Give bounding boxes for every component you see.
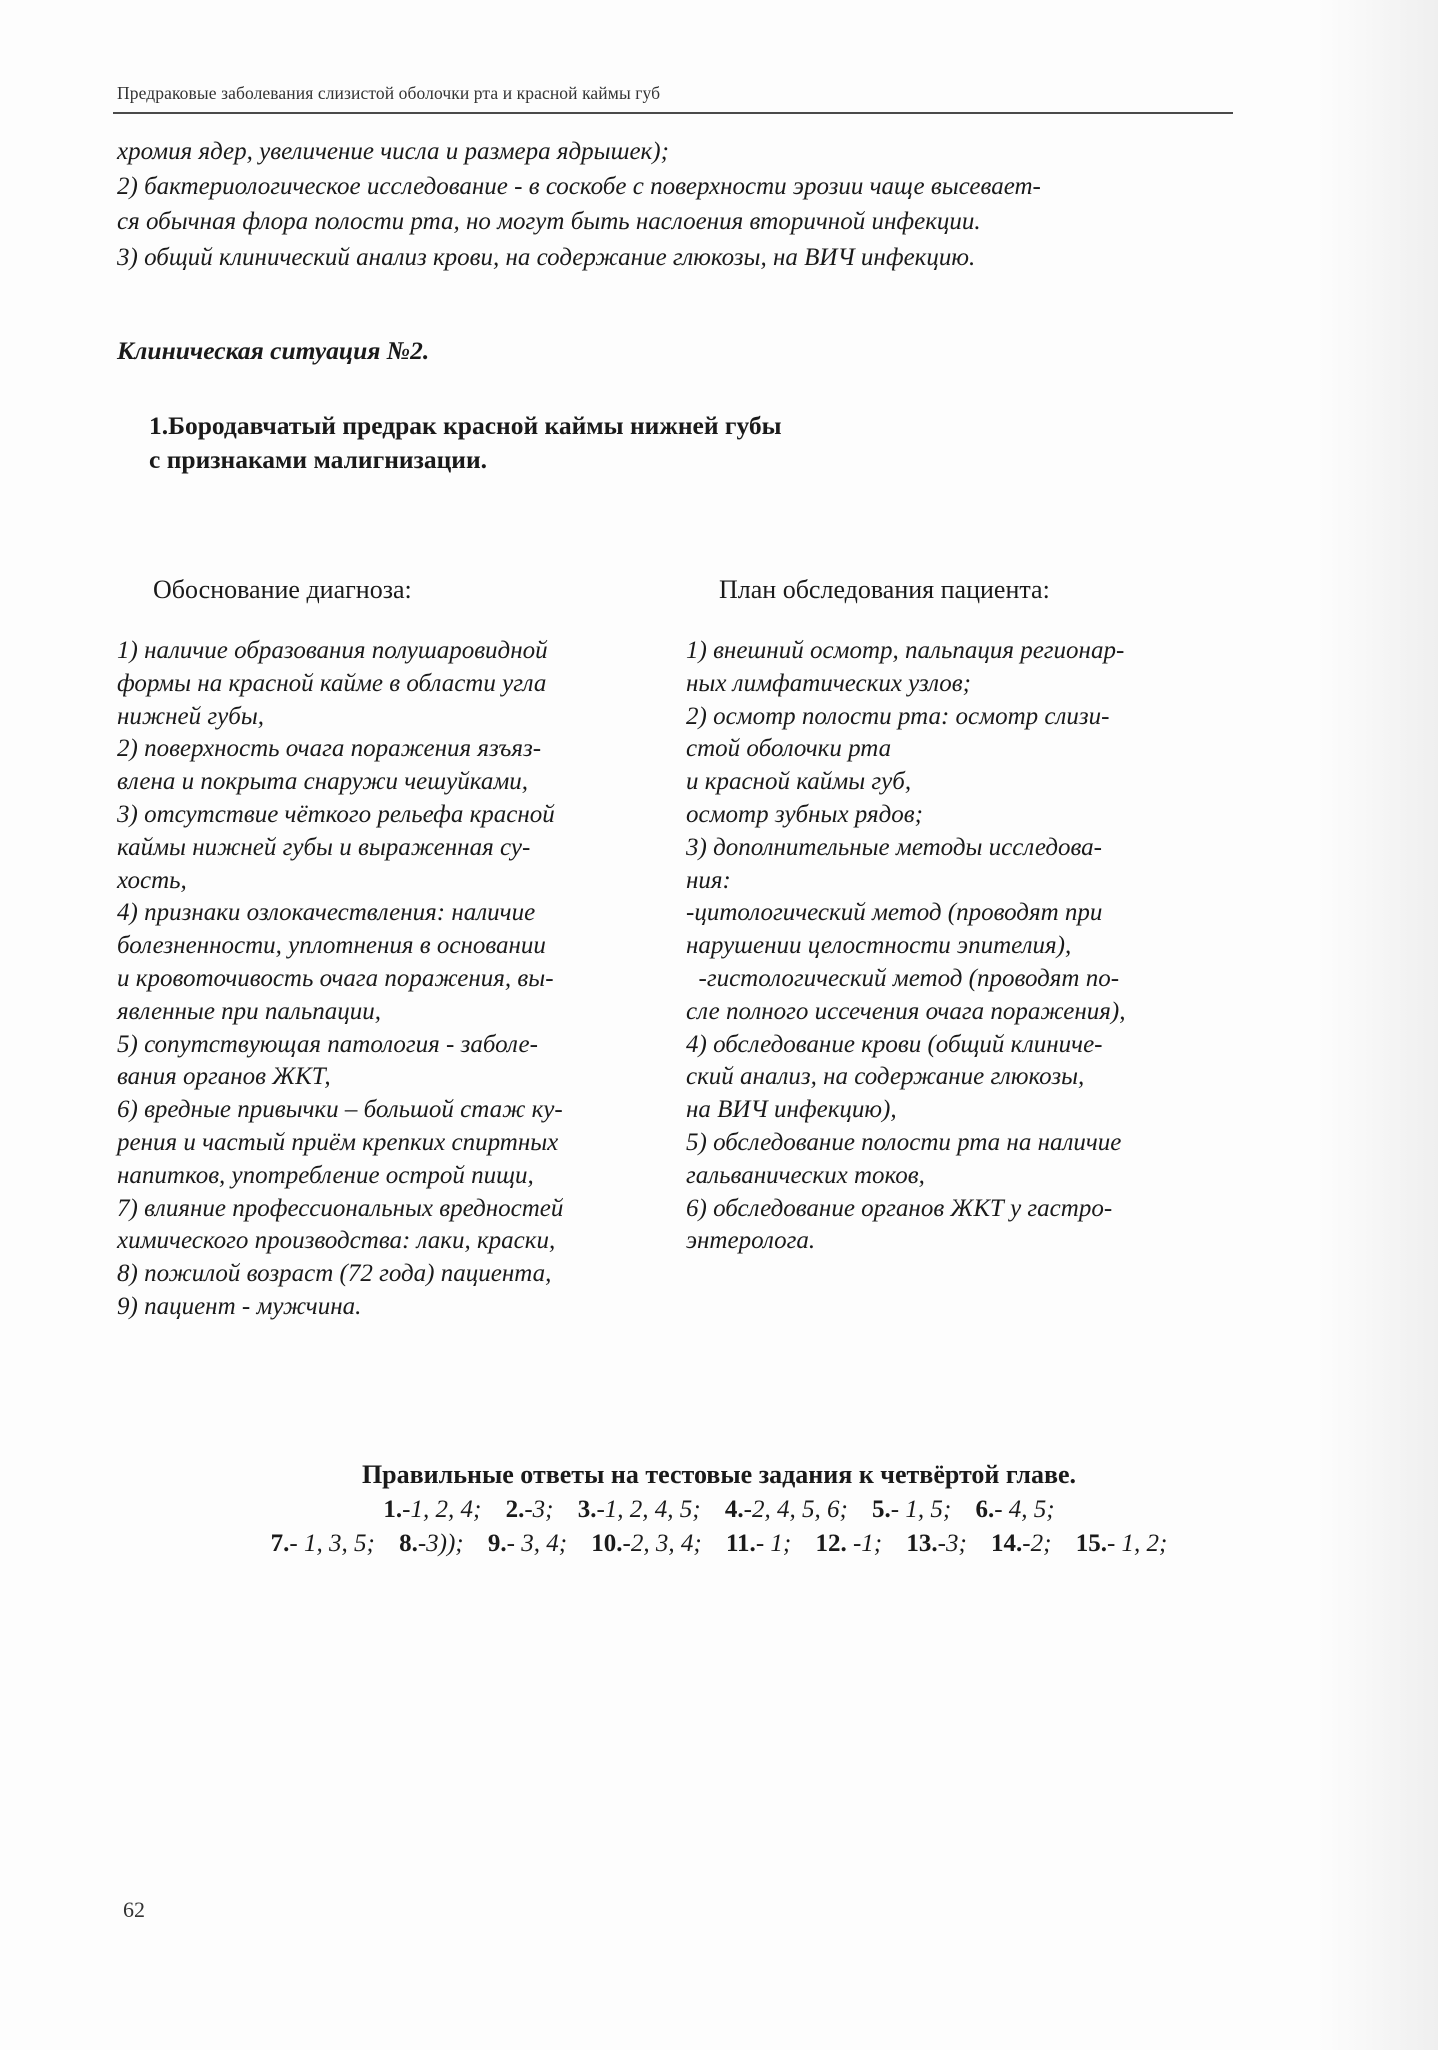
justification-line: 9) пациент - мужчина. xyxy=(117,1292,362,1320)
justification-line: влена и покрыта снаружи чешуйками, xyxy=(117,768,529,796)
exam-plan-line: 5) обследование полости рта на наличие xyxy=(686,1128,1122,1156)
answer-number: 8. xyxy=(399,1530,418,1557)
answer-value: -3)); xyxy=(417,1530,464,1557)
justification-title: Обоснование диагноза: xyxy=(153,575,412,604)
answer-item xyxy=(506,1496,554,1523)
answer-number: 5. xyxy=(872,1496,891,1523)
diagnosis-line: с признаками малигнизации. xyxy=(149,445,488,474)
justification-line: 4) признаки озлокачествления: наличие xyxy=(117,899,536,927)
justification-line: вания органов ЖКТ, xyxy=(117,1063,331,1091)
answer-number: 4. xyxy=(724,1496,744,1523)
exam-plan-line: -гистологический метод (проводят по- xyxy=(686,964,1120,992)
diagnosis-heading xyxy=(149,409,782,477)
answer-item xyxy=(725,1496,848,1523)
answer-value: - 3, 4; xyxy=(506,1530,568,1557)
exam-plan-line: 4) обследование крови (общий клиниче- xyxy=(686,1030,1103,1058)
situation-heading: Клиническая ситуация №2. xyxy=(117,336,430,365)
justification-line: нижней губы, xyxy=(117,702,265,730)
justification-line: каймы нижней губы и выраженная су- xyxy=(117,833,531,861)
intro-line: 2) бактериологическое исследование - в соскобе с поверхности эрозии чаще высевает- xyxy=(117,173,1041,201)
exam-plan-line: осмотр зубных рядов; xyxy=(686,800,923,828)
answer-number: 2. xyxy=(505,1496,525,1523)
exam-plan-line: нарушении целостности эпителия), xyxy=(686,932,1072,960)
answer-value: -1, 2, 4; xyxy=(402,1496,482,1523)
justification-line: болезненности, уплотнения в основании xyxy=(117,932,546,960)
justification-line: 6) вредные привычки – большой стаж ку- xyxy=(117,1096,563,1124)
justification-line: рения и частый приём крепких спиртных xyxy=(117,1128,559,1156)
answer-item xyxy=(399,1530,464,1557)
answer-item xyxy=(872,1496,951,1523)
exam-plan-line: ных лимфатических узлов; xyxy=(686,669,971,697)
answer-value: -3; xyxy=(937,1530,967,1557)
scan-shading xyxy=(1318,0,1438,2050)
answer-value: -2, 3, 4; xyxy=(622,1530,702,1557)
answer-value: -2, 4, 5, 6; xyxy=(743,1496,848,1523)
intro-line: хромия ядер, увеличение числа и размера ядрышек); xyxy=(117,138,669,165)
answer-item xyxy=(991,1530,1051,1557)
answer-value: -1; xyxy=(846,1530,883,1557)
answer-value: -2; xyxy=(1022,1530,1052,1557)
answers-line-1 xyxy=(0,1496,1438,1524)
answer-item xyxy=(488,1530,567,1557)
exam-plan-line: 1) внешний осмотр, пальпация регионар- xyxy=(686,637,1125,664)
answer-number: 12. xyxy=(815,1530,847,1557)
exam-plan-line: сле полного иссечения очага поражения), xyxy=(686,997,1126,1025)
justification-line: хость, xyxy=(117,866,187,894)
answer-number: 9. xyxy=(487,1530,507,1557)
answers-title: Правильные ответы на тестовые задания к четвёртой главе. xyxy=(361,1460,1077,1489)
exam-plan-line: -цитологический метод (проводят при xyxy=(686,899,1103,927)
answer-item xyxy=(271,1530,375,1557)
running-header: Предраковые заболевания слизистой оболочки рта и красной каймы губ xyxy=(117,83,661,103)
exam-plan-line: ский анализ, на содержание глюкозы, xyxy=(686,1063,1085,1091)
exam-plan-line: гальванических токов, xyxy=(686,1161,925,1189)
answer-number: 15. xyxy=(1075,1530,1107,1557)
page-number: 62 xyxy=(123,1897,145,1922)
intro-text xyxy=(117,134,1247,275)
header-rule xyxy=(113,112,1233,114)
justification-line: 7) влияние профессиональных вредностей xyxy=(117,1194,564,1222)
justification-line: формы на красной кайме в области угла xyxy=(117,669,547,697)
answer-number: 1. xyxy=(383,1496,403,1523)
answer-value: - 1; xyxy=(755,1530,792,1557)
answer-value: -3; xyxy=(524,1496,554,1523)
justification-line: химического производства: лаки, краски, xyxy=(117,1227,556,1255)
justification-line: явленные при пальпации, xyxy=(117,997,381,1025)
answer-item xyxy=(591,1530,701,1557)
answer-value: - 1, 3, 5; xyxy=(289,1530,375,1557)
answer-value: -1, 2, 4, 5; xyxy=(596,1496,701,1523)
answer-value: - 1, 2; xyxy=(1106,1530,1168,1557)
answer-item xyxy=(726,1530,791,1557)
exam-plan-column xyxy=(686,635,1236,1258)
answer-value: - 4, 5; xyxy=(994,1496,1055,1523)
intro-line: ся обычная флора полости рта, но могут быть наслоения вторичной инфекции. xyxy=(117,208,981,236)
answer-item xyxy=(383,1496,481,1523)
justification-line: 5) сопутствующая патология - заболе- xyxy=(117,1030,538,1058)
answer-number: 13. xyxy=(906,1530,938,1557)
exam-plan-line: 3) дополнительные методы исследова- xyxy=(686,833,1103,861)
justification-line: 1) наличие образования полушаровидной xyxy=(117,637,548,664)
justification-line: и кровоточивость очага поражения, вы- xyxy=(117,964,554,992)
answer-number: 6. xyxy=(975,1496,995,1523)
answer-item xyxy=(815,1530,882,1557)
answer-number: 14. xyxy=(991,1530,1023,1557)
answer-item xyxy=(975,1496,1054,1523)
exam-plan-line: и красной каймы губ, xyxy=(686,768,912,796)
exam-plan-title: План обследования пациента: xyxy=(719,575,1050,604)
justification-line: напитков, употребление острой пищи, xyxy=(117,1161,534,1189)
exam-plan-line: на ВИЧ инфекцию), xyxy=(686,1096,897,1124)
justification-line: 8) пожилой возраст (72 года) пациента, xyxy=(117,1260,552,1288)
answer-number: 3. xyxy=(577,1496,597,1523)
answers-line-2 xyxy=(0,1530,1438,1558)
diagnosis-line: 1.Бородавчатый предрак красной каймы нижней губы xyxy=(149,411,782,440)
justification-line: 3) отсутствие чёткого рельефа красной xyxy=(117,800,555,828)
exam-plan-line: ния: xyxy=(686,866,731,894)
intro-line: 3) общий клинический анализ крови, на содержание глюкозы, на ВИЧ инфекцию. xyxy=(117,243,976,271)
answer-item xyxy=(1076,1530,1168,1557)
answer-value: - 1, 5; xyxy=(890,1496,952,1523)
exam-plan-line: 6) обследование органов ЖКТ у гастро- xyxy=(686,1194,1113,1222)
answer-number: 10. xyxy=(591,1530,623,1557)
answer-item xyxy=(906,1530,966,1557)
answer-number: 7. xyxy=(270,1530,290,1557)
exam-plan-line: энтеролога. xyxy=(686,1227,816,1255)
exam-plan-line: стой оболочки рта xyxy=(686,735,892,763)
exam-plan-line: 2) осмотр полости рта: осмотр слизи- xyxy=(686,702,1110,730)
justification-line: 2) поверхность очага поражения язъяз- xyxy=(117,735,542,763)
justification-column xyxy=(117,635,657,1324)
answer-item xyxy=(578,1496,701,1523)
answer-number: 11. xyxy=(725,1530,756,1557)
